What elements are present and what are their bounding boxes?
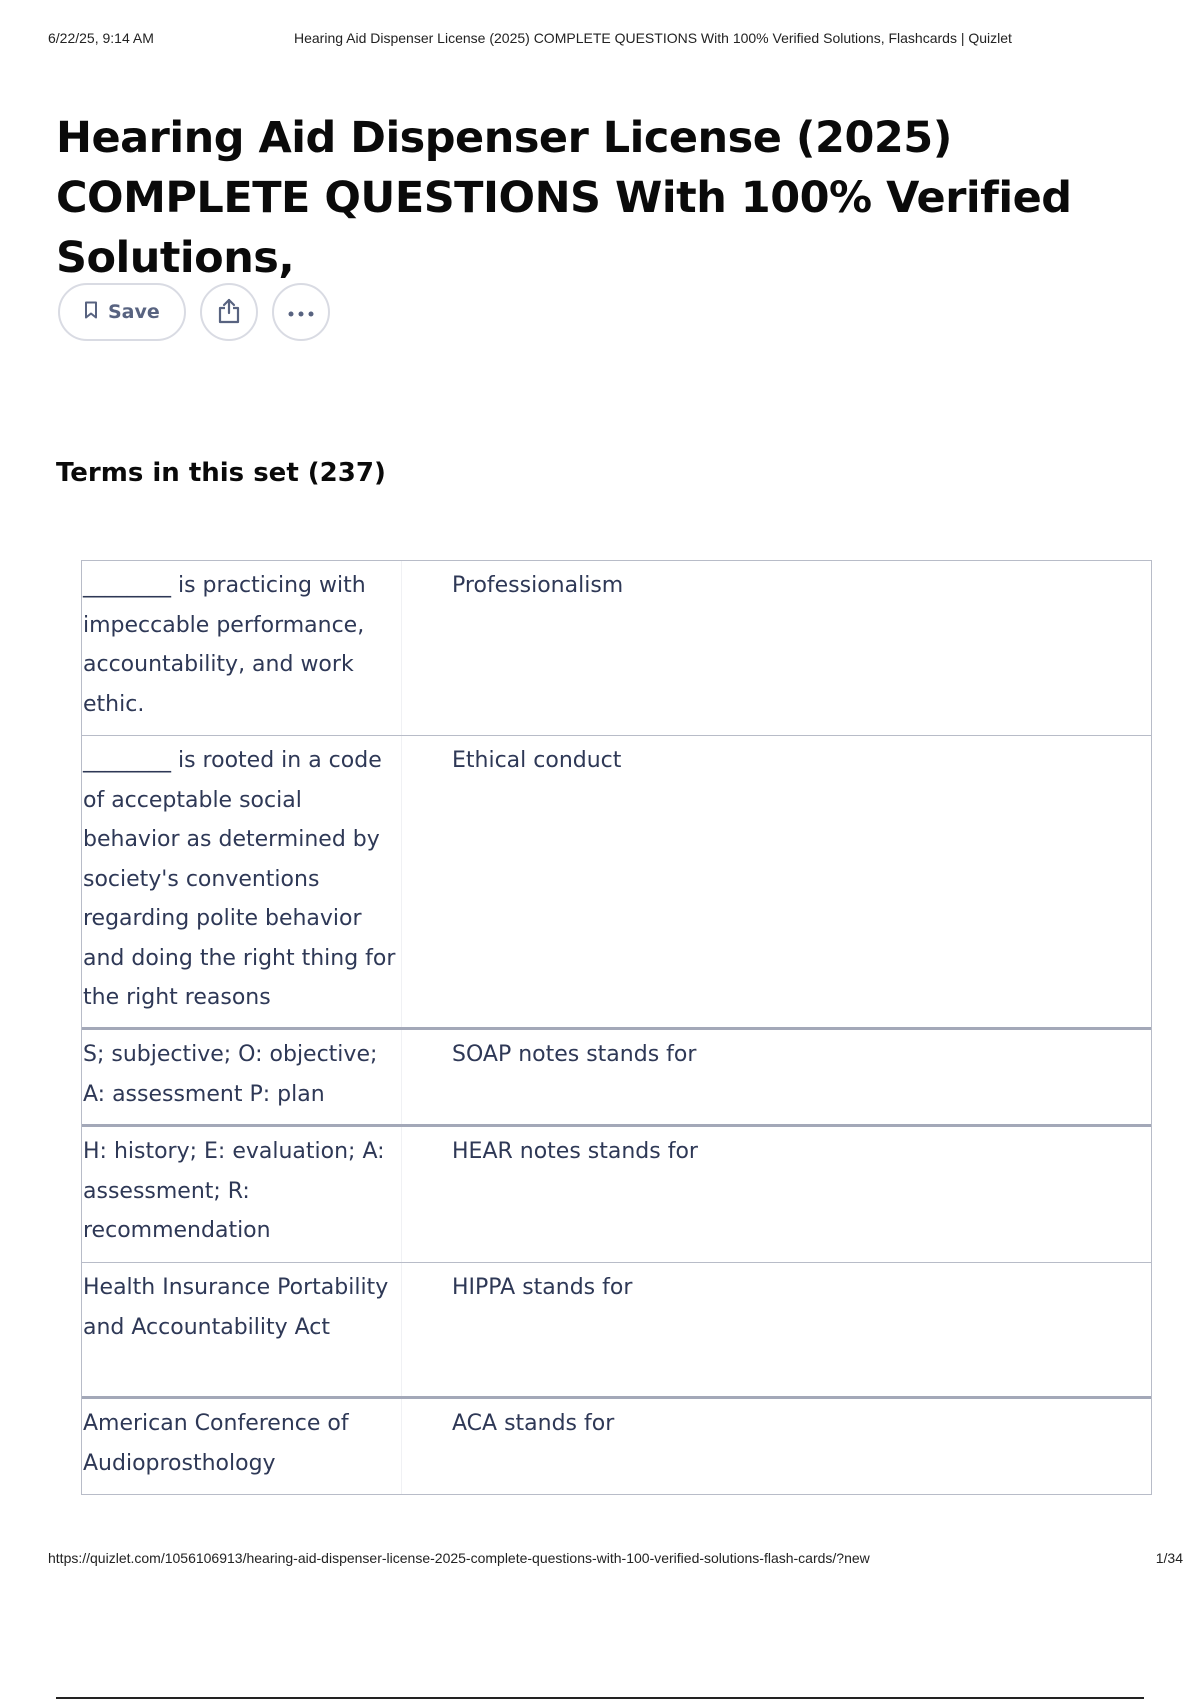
- page-divider: [56, 1697, 1144, 1699]
- term-text: H: history; E: evaluation; A: assessment; R: recommendation: [82, 1127, 402, 1262]
- term-row: [82, 1127, 1151, 1263]
- more-options-button[interactable]: [272, 283, 330, 341]
- term-text: S; subjective; O: objective; A: assessment P: plan: [82, 1030, 402, 1124]
- definition-text: Professionalism: [452, 573, 624, 598]
- term-row: [82, 561, 1151, 736]
- definition-text: ACA stands for: [452, 1411, 615, 1436]
- share-icon: [217, 298, 241, 327]
- action-bar: [58, 282, 330, 342]
- term-text: ________ is practicing with impeccable performance, accountability, and work ethic.: [82, 561, 402, 735]
- print-header: [48, 30, 1183, 50]
- definition-text: HIPPA stands for: [452, 1275, 633, 1300]
- term-text: Health Insurance Portability and Accountability Act: [82, 1263, 402, 1396]
- term-text: ________ is rooted in a code of acceptable social behavior as determined by society's conventions regarding polite behavior and doing the right thing for the right reasons: [82, 736, 402, 1027]
- print-datetime: 6/22/25, 9:14 AM: [48, 30, 154, 46]
- definition-text: SOAP notes stands for: [452, 1042, 697, 1067]
- term-row: [82, 1263, 1151, 1399]
- page-title: Hearing Aid Dispenser License (2025) COMPLETE QUESTIONS With 100% Verified Solutions,: [56, 113, 1072, 283]
- terms-heading: Terms in this set (237): [56, 458, 386, 488]
- more-icon: [288, 305, 314, 320]
- bookmark-icon: [84, 301, 98, 324]
- term-row: [82, 1399, 1151, 1494]
- terms-table: [81, 560, 1152, 1495]
- definition-text: HEAR notes stands for: [452, 1139, 698, 1164]
- save-button-label: Save: [108, 301, 160, 323]
- print-footer: [48, 1550, 1183, 1570]
- print-document-title: Hearing Aid Dispenser License (2025) COMPLETE QUESTIONS With 100% Verified Solutions, Flashcards | Quizlet: [294, 30, 1012, 46]
- definition-text: Ethical conduct: [452, 748, 622, 773]
- share-button[interactable]: [200, 283, 258, 341]
- save-button[interactable]: [58, 283, 186, 341]
- term-row: [82, 736, 1151, 1030]
- term-text: American Conference of Audioprosthology: [82, 1399, 402, 1494]
- print-url: https://quizlet.com/1056106913/hearing-aid-dispenser-license-2025-complete-questions-with-100-verified-solutions-flash-cards/?new: [48, 1550, 870, 1566]
- page-number: 1/34: [1155, 1550, 1183, 1566]
- term-row: [82, 1030, 1151, 1127]
